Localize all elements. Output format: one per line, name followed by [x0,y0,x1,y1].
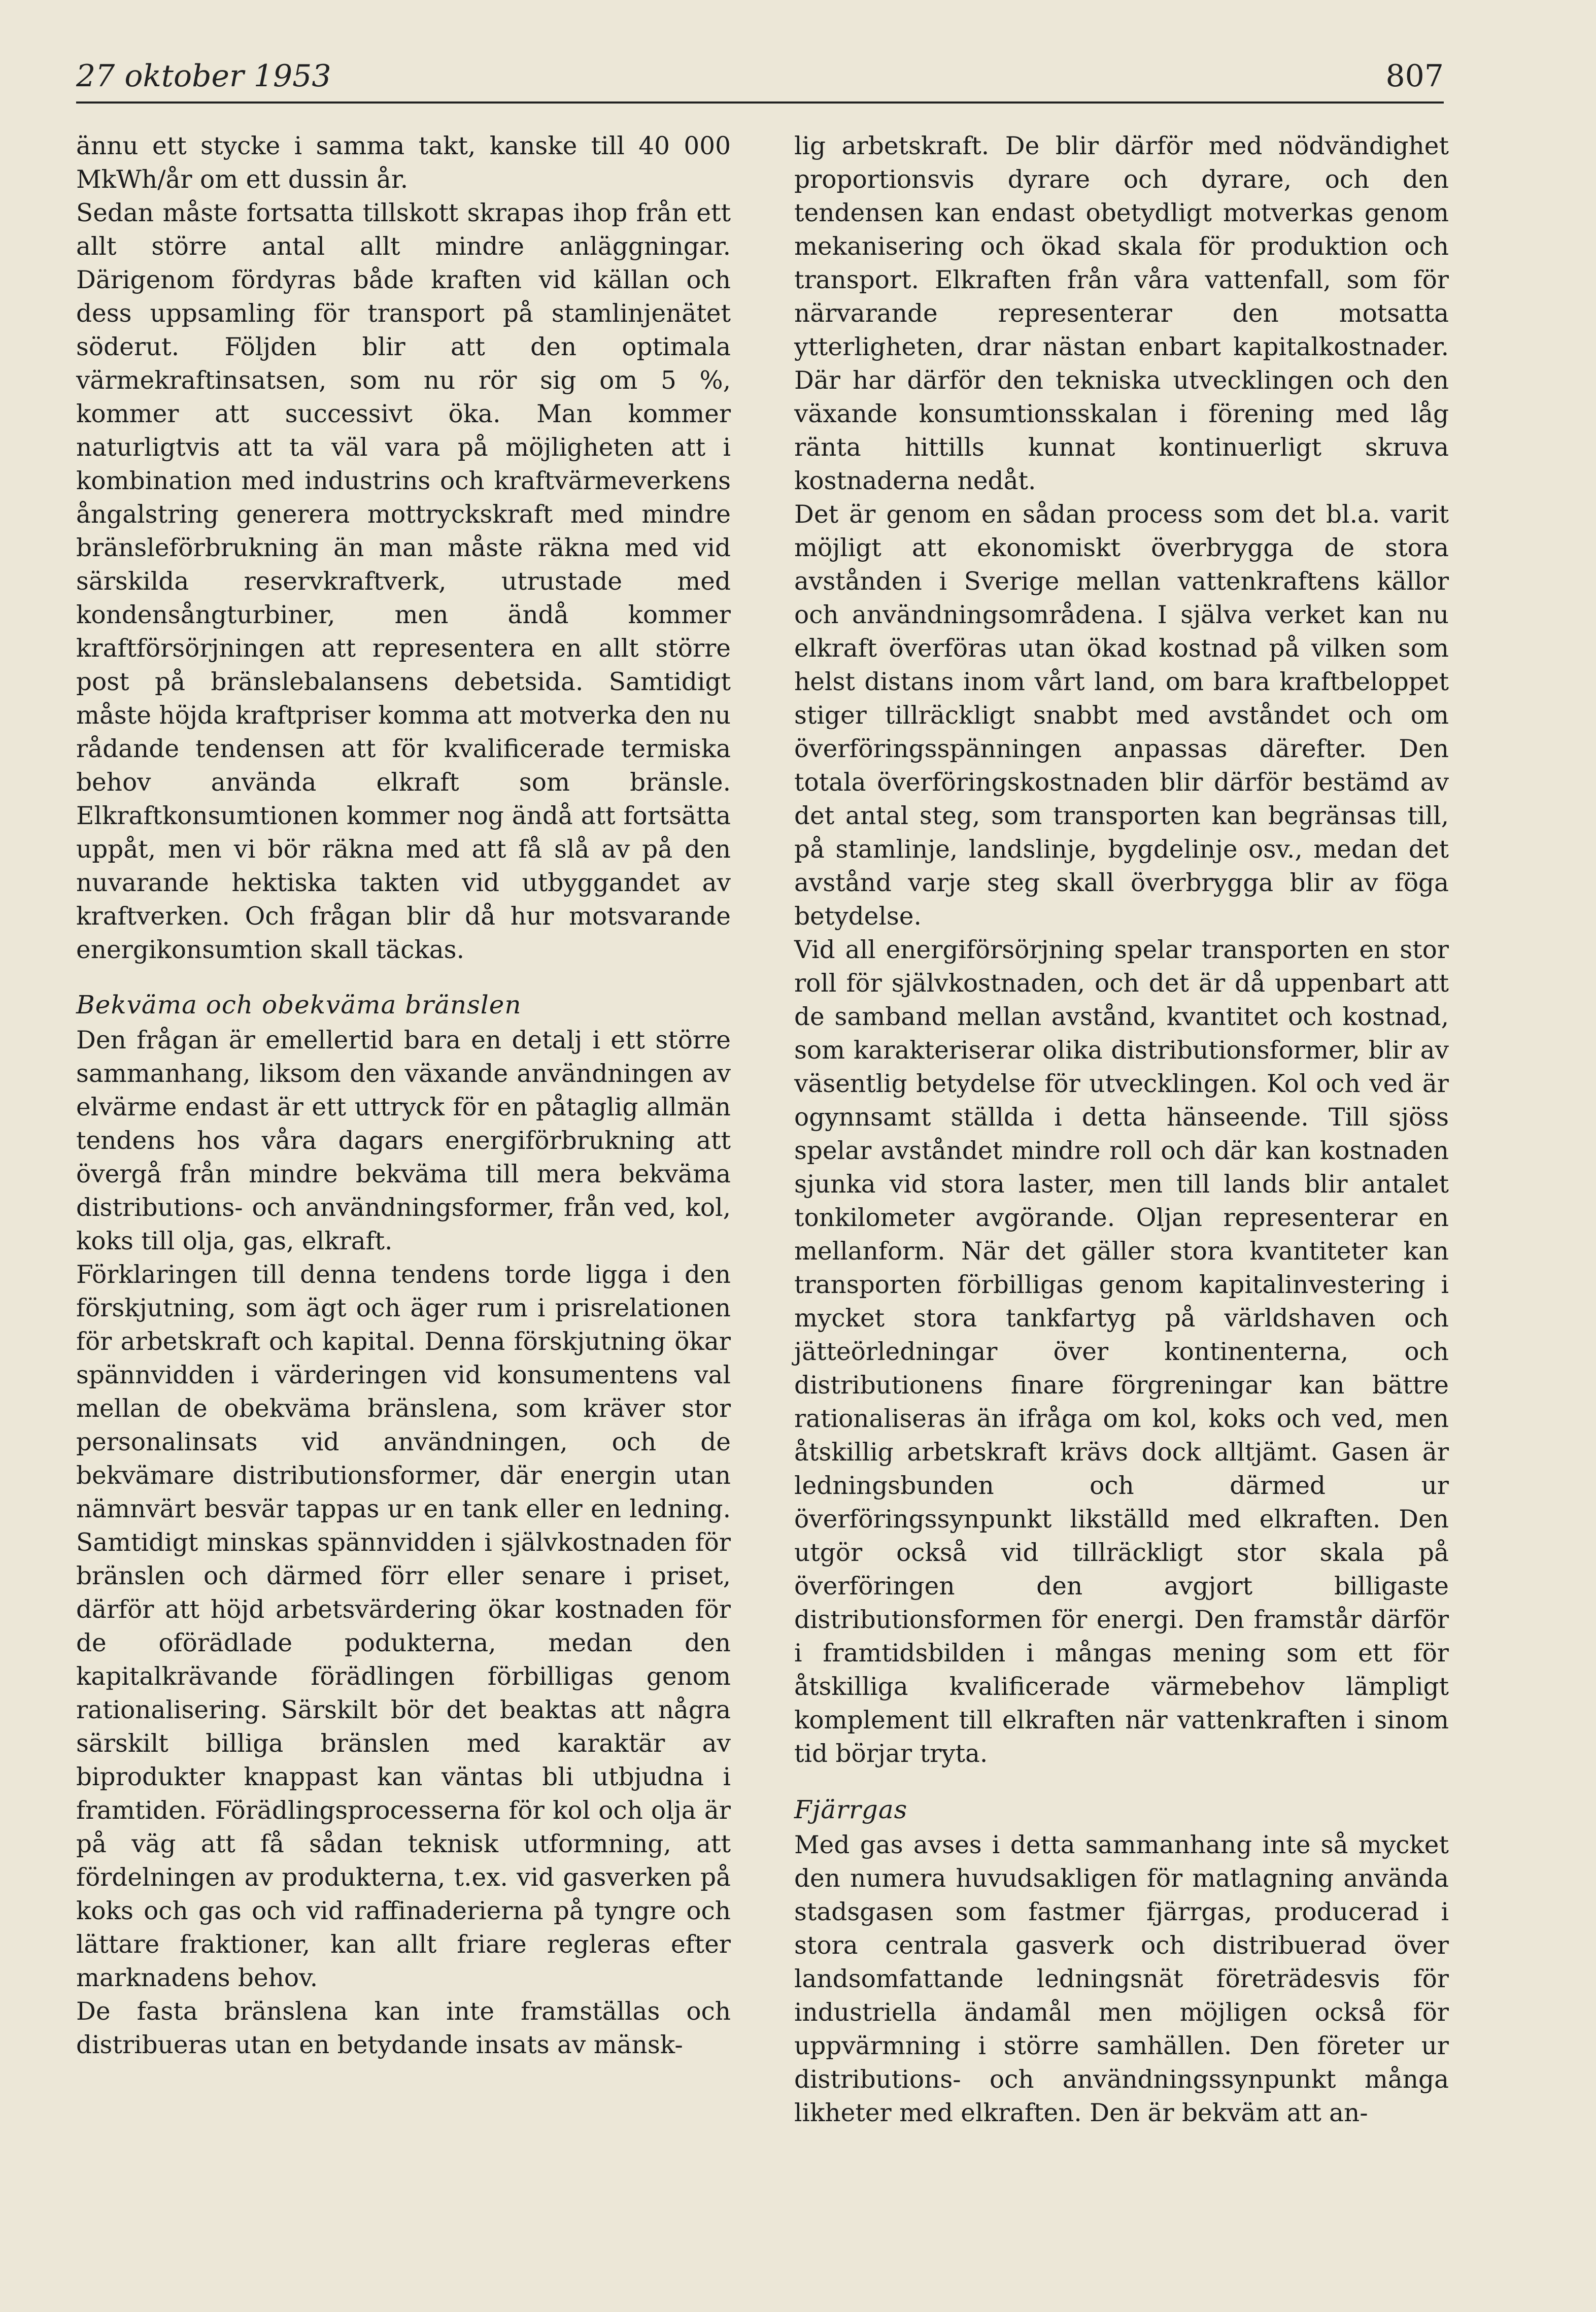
paragraph: Vid all energiförsörjning spelar transporten en stor roll för självkostnaden, och det är då uppenbart att de samband mellan avstånd, kvantitet och kostnad, som karakteriserar olika distributionsformer, blir av väsentlig betydelse för utvecklingen. Kol och ved är ogynnsamt ställda i detta hänseende. Till sjöss spelar avståndet mindre roll och där kan kostnaden sjunka vid stora laster, men till lands blir antalet tonkilometer avgörande. Oljan representerar en mellanform. När det gäller stora kvantiteter kan transporten förbilligas genom kapitalinvestering i mycket stora tankfartyg på världshaven och jätteörledningar över kontinenterna, och distributionens finare förgreningar kan bättre rationaliseras än ifråga om kol, koks och ved, men åtskillig arbetskraft krävs dock alltjämt. Gasen är ledningsbunden och därmed ur överföringssynpunkt likställd med elkraften. Den utgör också vid tillräckligt stor skala på överföringen den avgjort billigaste distributionsformen för energi. Den framstår därför i framtidsbilden i mångas mening som ett för åtskilliga kvalificerade värmebehov lämpligt komplement till elkraften när vattenkraften i sinom tid börjar tryta. [794,936,1449,1768]
page-number: 807 [1385,58,1444,94]
paragraph: Det är genom en sådan process som det bl.a. varit möjligt att ekonomiskt överbrygga de stora avstånden i Sverige mellan vattenkraftens källor och användningsområdena. I själva verket kan nu elkraft överföras utan ökad kostnad på vilken som helst distans inom vårt land, om bara kraftbeloppet stiger tillräckligt snabbt med avståndet och om överföringsspänningen anpassas därefter. Den totala överföringskostnaden blir därför bestämd av det antal steg, som transporten kan begränsas till, på stamlinje, landslinje, bygdelinje osv., medan det avstånd varje steg skall överbrygga blir av föga betydelse. [794,500,1449,931]
paragraph: lig arbetskraft. De blir därför med nödvändighet proportionsvis dyrare och dyrare, och den tendensen kan endast obetydligt motverkas genom mekanisering och ökad skala för produktion och transport. Elkraften från våra vattenfall, som för närvarande representerar den motsatta ytterligheten, drar nästan enbart kapitalkostnader. Där har därför den tekniska utvecklingen och den växande konsumtionsskalan i förening med låg ränta hittills kunnat kontinuerligt skruva kostnaderna nedåt. [794,132,1449,495]
paragraph: Förklaringen till denna tendens torde ligga i den förskjutning, som ägt och äger rum i prisrelationen för arbetskraft och kapital. Denna förskjutning ökar spännvidden i värderingen vid konsumentens val mellan de obekväma bränslena, som kräver stor personalinsats vid användningen, och de bekvämare distributionsformer, där energin utan nämnvärt besvär tappas ur en tank eller en ledning. Samtidigt minskas spännvidden i självkostnaden för bränslen och därmed förr eller senare i priset, därför att höjd arbetsvärdering ökar kostnaden för de oförädlade podukterna, medan den kapitalkrävande förädlingen förbilligas genom rationalisering. Särskilt bör det beaktas att några särskilt billiga bränslen med karaktär av biprodukter knappast kan väntas bli utbjudna i framtiden. Förädlingsprocesserna för kol och olja är på väg att få sådan teknisk utformning, att fördelningen av produkterna, t.ex. vid gasverken på koks och gas och vid raffinaderierna på tyngre och lättare fraktioner, kan allt friare regleras efter marknadens behov. [76,1261,731,1992]
page-header [76,48,1444,104]
paragraph: Den frågan är emellertid bara en detalj i ett större sammanhang, liksom den växande användningen av elvärme endast är ett uttryck för en påtaglig allmän tendens hos våra dagars energiförbrukning att övergå från mindre bekväma till mera bekväma distributions- och användningsformer, från ved, kol, koks till olja, gas, elkraft. [76,1026,731,1255]
left-column [76,129,731,2062]
paragraph: De fasta bränslena kan inte framställas och distribueras utan en betydande insats av mänsk- [76,1997,731,2059]
header-date: 27 oktober 1953 [76,58,331,94]
header-rule [76,101,1444,104]
right-column [794,129,1449,2130]
section-heading: Fjärrgas [794,1795,908,1824]
paragraph: Med gas avses i detta sammanhang inte så mycket den numera huvudsakligen för matlagning använda stadsgasen som fastmer fjärrgas, producerad i stora centrala gasverk och distribuerad över landsomfattande ledningsnät företrädesvis för industriella ändamål men möjligen också för uppvärmning i större samhällen. Den företer ur distributions- och användningssynpunkt många likheter med elkraften. Den är bekväm att an- [794,1831,1449,2127]
paragraph: ännu ett stycke i samma takt, kanske till 40 000 MkWh/år om ett dussin år. [76,132,731,194]
paragraph: Sedan måste fortsatta tillskott skrapas ihop från ett allt större antal allt mindre anläggningar. Därigenom fördyras både kraften vid källan och dess uppsamling för transport på stamlinjenätet söderut. Följden blir att den optimala värmekraftinsatsen, som nu rör sig om 5 %, kommer att successivt öka. Man kommer naturligtvis att ta väl vara på möjligheten att i kombination med industrins och kraftvärmeverkens ångalstring generera mottryckskraft med mindre bränsleförbrukning än man måste räkna med vid särskilda reservkraftverk, utrustade med kondensångturbiner, men ändå kommer kraftförsörjningen att representera en allt större post på bränslebalansens debetsida. Samtidigt måste höjda kraftpriser komma att motverka den nu rådande tendensen att för kvalificerade termiska behov använda elkraft som bränsle. Elkraftkonsumtionen kommer nog ändå att fortsätta uppåt, men vi bör räkna med att få slå av på den nuvarande hektiska takten vid utbyggandet av kraftverken. Och frågan blir då hur motsvarande energikonsumtion skall täckas. [76,199,731,964]
section-heading: Bekväma och obekväma bränslen [76,990,522,1019]
